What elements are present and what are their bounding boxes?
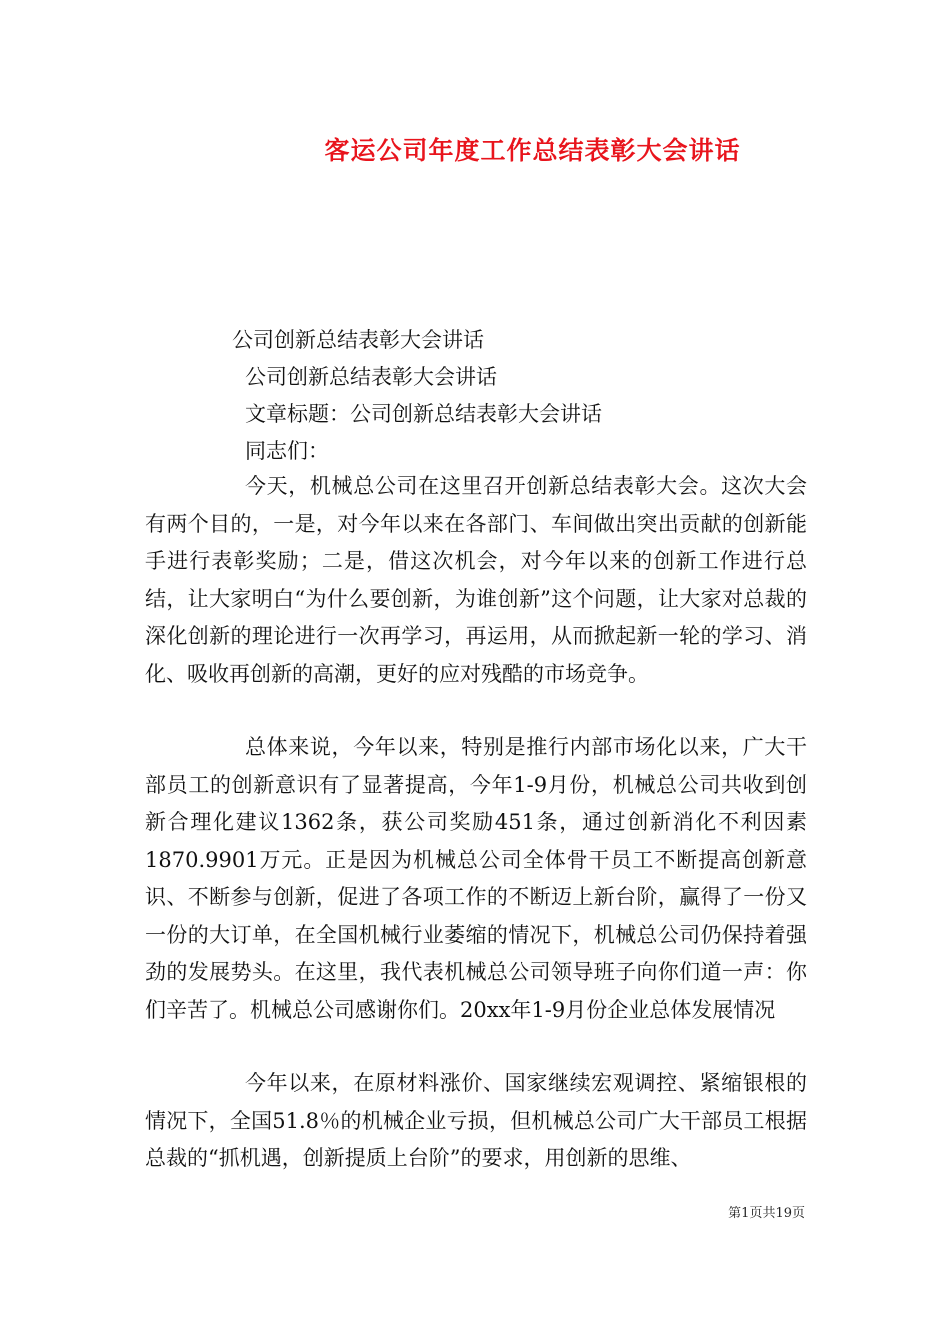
body-paragraph: 今天，机械总公司在这里召开创新总结表彰大会。这次大会有两个目的，一是，对今年以来在各部门、车间做出突出贡献的创新能手进行表彰奖励；二是，借这次机会，对今年以来的创新工作进行总结，让大家明白“为什么要创新，为谁创新”这个问题，让大家对总裁的深化创新的理论进行一次再学习，再运用，从而掀起新一轮的学习、消化、吸收再创新的高潮，更好的应对残酷的市场竞争。 — [145, 474, 807, 686]
salutation: 同志们： — [245, 439, 329, 463]
body-paragraph: 总体来说，今年以来，特别是推行内部市场化以来，广大干部员工的创新意识有了显著提高，今年1-9月份，机械总公司共收到创新合理化建议1362条，获公司奖励451条，通过创新消化不利因素1870.9901万元。正是因为机械总公司全体骨干员工不断提高创新意识、不断参与创新，促进了各项工作的不断迈上新台阶，赢得了一份又一份的大订单，在全国机械行业萎缩的情况下，机械总公司仍保持着强劲的发展势头。在这里，我代表机械总公司领导班子向你们道一声：你们辛苦了。机械总公司感谢你们。20xx年1-9月份企业总体发展情况 — [145, 735, 807, 1022]
page-number: 第1页共19页 — [728, 1206, 805, 1221]
article-title-line: 文章标题：公司创新总结表彰大会讲话 — [245, 402, 602, 426]
subtitle-line-repeat: 公司创新总结表彰大会讲话 — [245, 365, 497, 389]
subtitle-line: 公司创新总结表彰大会讲话 — [232, 328, 484, 352]
body-paragraph: 今年以来，在原材料涨价、国家继续宏观调控、紧缩银根的情况下，全国51.8％的机械企业亏损，但机械总公司广大干部员工根据总裁的“抓机遇，创新提质上台阶”的要求，用创新的思维、 — [145, 1071, 807, 1170]
document-title: 客运公司年度工作总结表彰大会讲话 — [324, 136, 741, 165]
